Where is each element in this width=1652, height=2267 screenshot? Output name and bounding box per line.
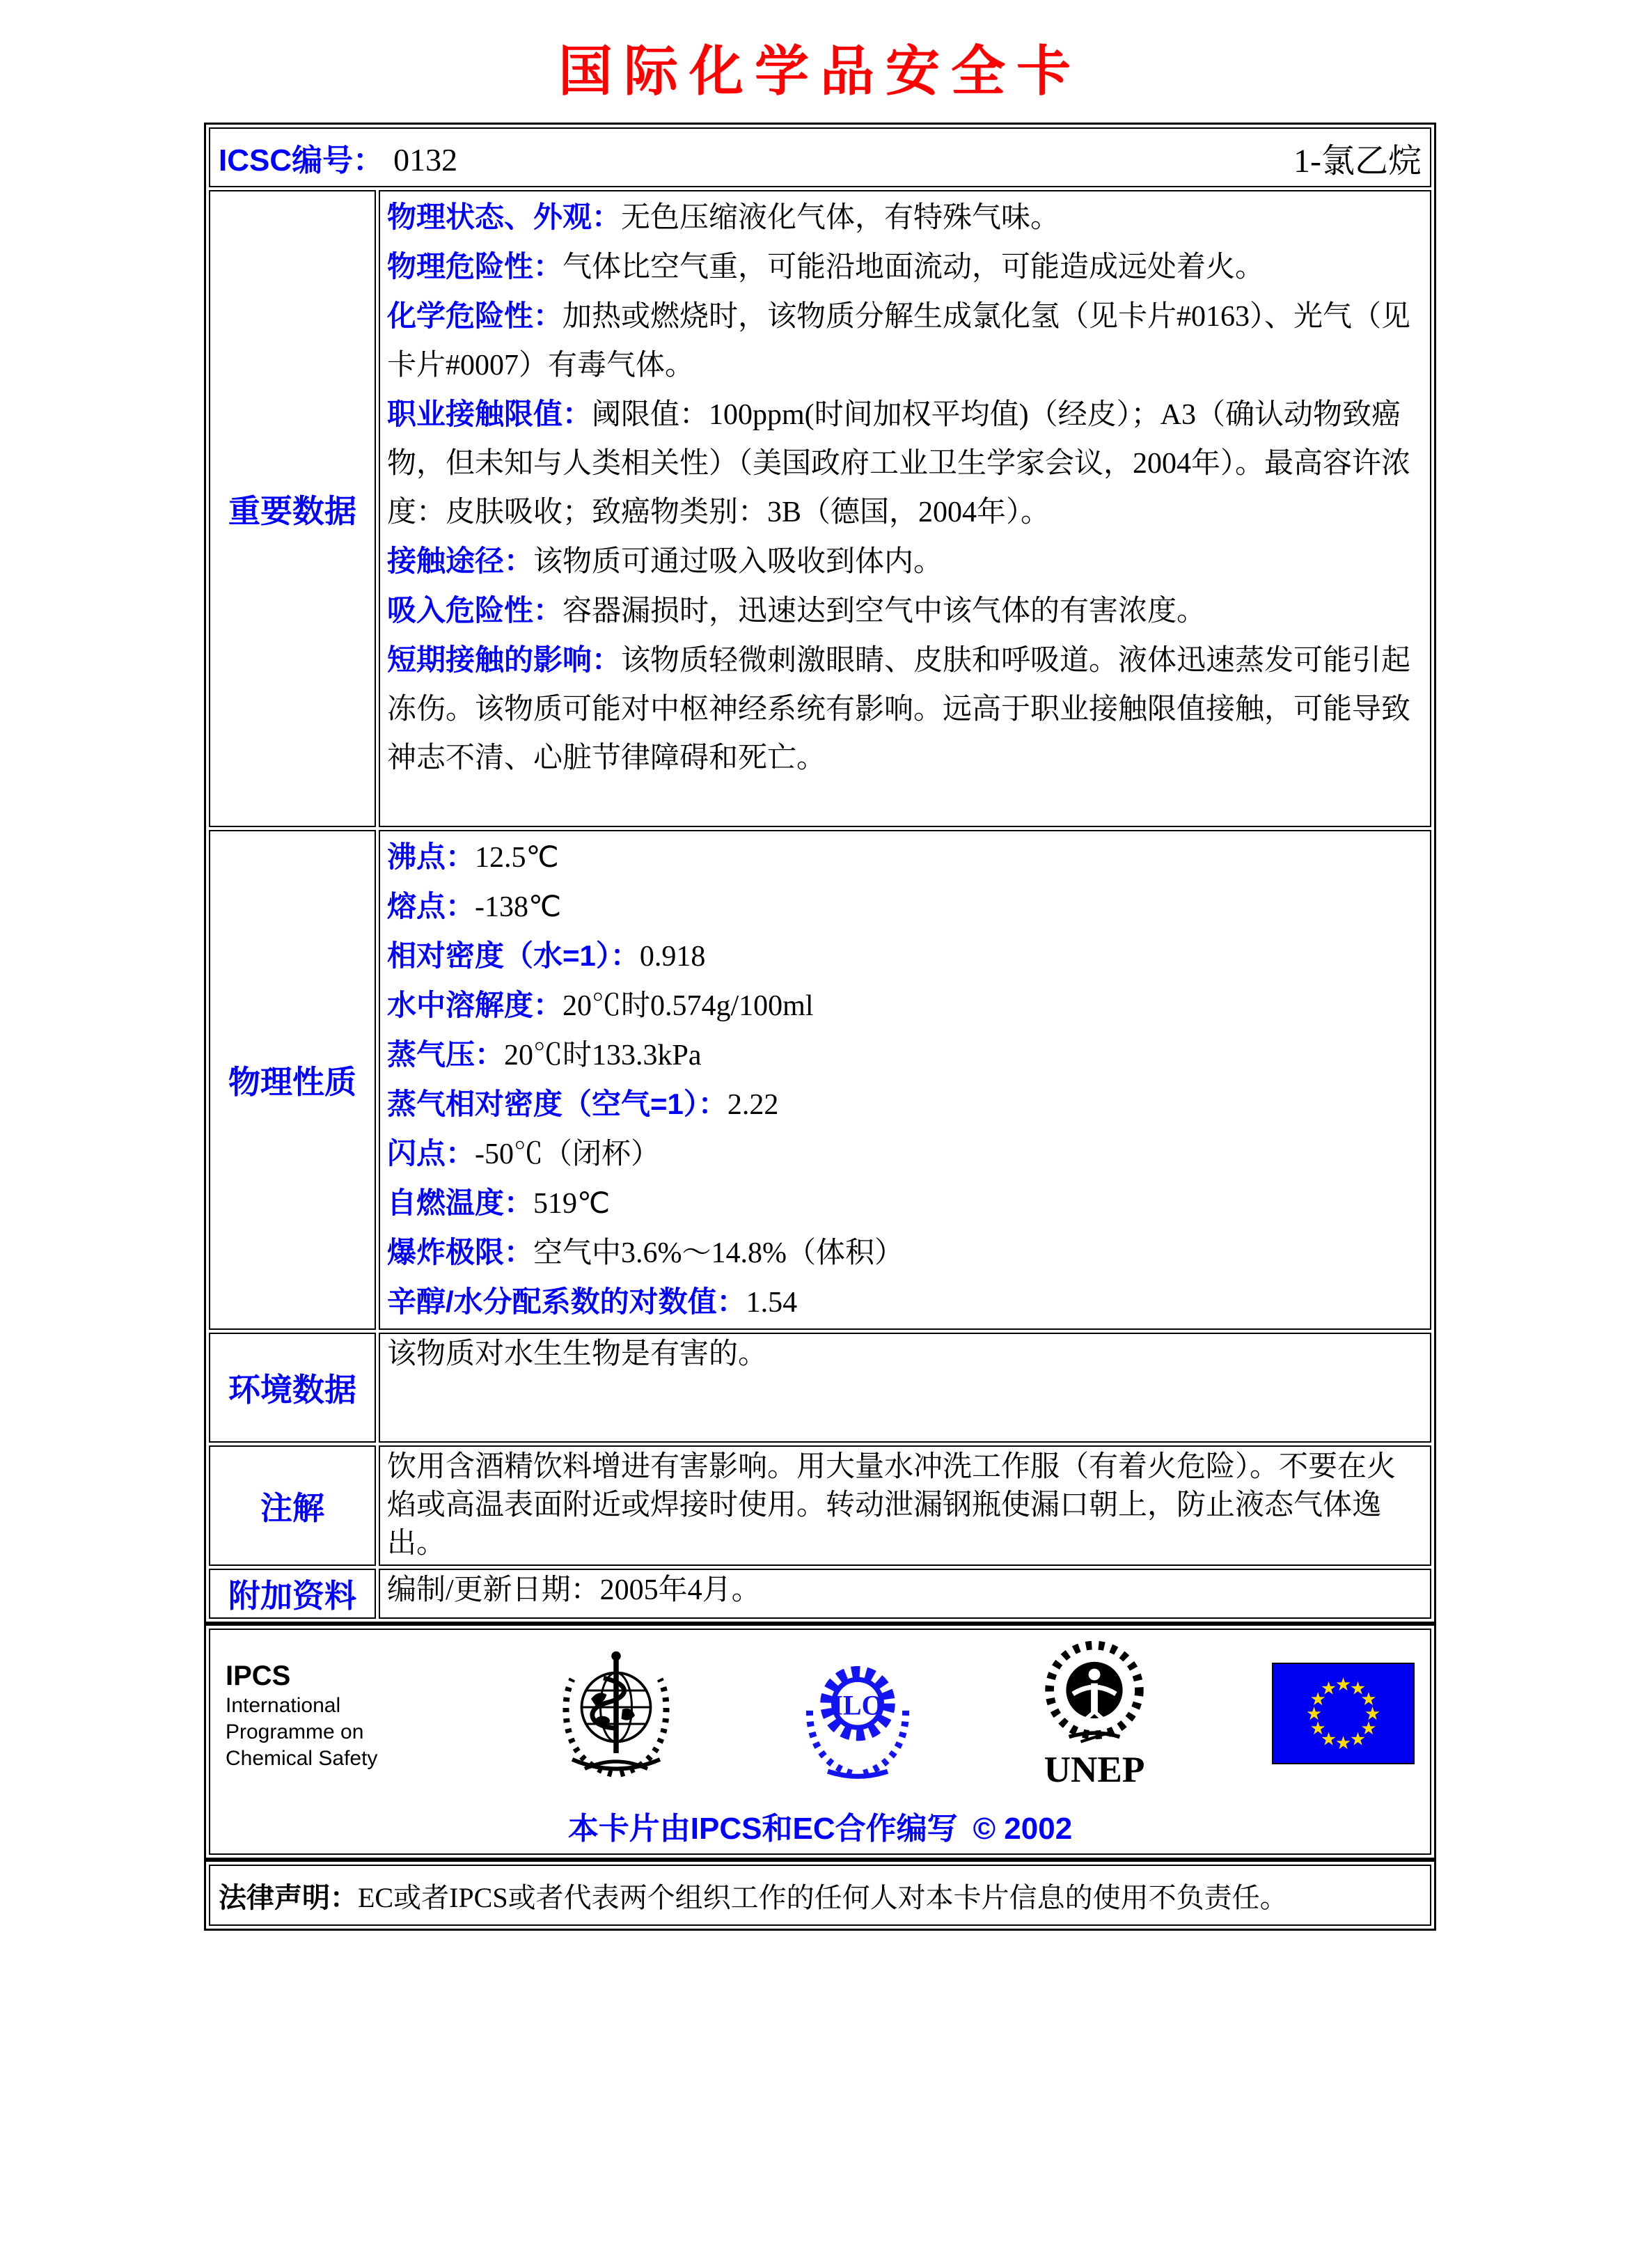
unep-logo-icon: [1036, 1635, 1153, 1795]
field-value: -50℃（闭杯）: [475, 1138, 661, 1170]
section-content-notes: [379, 1445, 1431, 1566]
section-content-environmental-data: [379, 1333, 1431, 1443]
field-label: 相对密度（水=1）：: [387, 939, 640, 972]
svg-text:★: ★: [1309, 1689, 1326, 1709]
svg-text:★: ★: [1360, 1718, 1377, 1739]
chemical-name: 1-氯乙烷: [1293, 142, 1422, 180]
icsc-number-label: ICSC编号：: [219, 143, 384, 178]
field-label: 熔点：: [387, 890, 475, 923]
field-label: 爆炸极限：: [387, 1236, 534, 1269]
page-title: 国际化学品安全卡: [558, 41, 1082, 102]
section-row-additional-info: [209, 1569, 1431, 1619]
eu-flag-icon: [1272, 1663, 1415, 1768]
icsc-card-table: [204, 123, 1436, 1624]
row-label-physical-properties: 物理性质: [209, 830, 376, 1330]
field-autoignition-temperature: [387, 1179, 1423, 1228]
field-physical-state: [387, 193, 1423, 242]
field-label: 辛醇/水分配系数的对数值：: [387, 1285, 746, 1318]
ilo-caption: ILO: [831, 1689, 883, 1721]
field-label: 短期接触的影响：: [387, 643, 622, 676]
field-chemical-hazard: [387, 292, 1423, 390]
field-label: 化学危险性：: [387, 299, 563, 332]
svg-text:★: ★: [1349, 1678, 1367, 1699]
field-value: 阈限值：100ppm(时间加权平均值)（经皮）；A3（确认动物致癌物，但未知与人类相关性）（美国政府工业卫生学家会议，2004年）。最高容许浓度：皮肤吸收；致癌物类别：3B（德国，2004年）。: [387, 399, 1411, 528]
field-inhalation-risk: [387, 586, 1423, 636]
section-row-important-data: [209, 190, 1431, 827]
field-value: 0.918: [639, 941, 706, 973]
ilo-logo-icon: [798, 1645, 918, 1785]
field-short-term-effects: [387, 636, 1423, 783]
field-notes-text: 饮用含酒精饮料增进有害影响。用大量水冲洗工作服（有着火危险）。不要在火焰或高温表面附近或焊接时使用。转动泄漏钢瓶使漏口朝上，防止液态气体逸出。: [387, 1451, 1397, 1560]
svg-text:★: ★: [1349, 1729, 1367, 1750]
svg-text:★: ★: [1320, 1729, 1337, 1750]
field-label: 水中溶解度：: [387, 989, 563, 1021]
section-content-important-data: [379, 190, 1431, 827]
credit-text: 本卡片由IPCS和EC合作编写: [567, 1812, 958, 1846]
field-melting-point: [387, 882, 1423, 932]
svg-text:★: ★: [1335, 1674, 1352, 1695]
svg-text:★: ★: [1360, 1689, 1377, 1709]
legal-label: 法律声明：: [219, 1882, 358, 1913]
legal-cell: [209, 1865, 1431, 1926]
section-content-physical-properties: [379, 830, 1431, 1330]
field-label: 自燃温度：: [387, 1186, 534, 1219]
field-value: 该物质可通过吸入吸收到体内。: [533, 546, 943, 578]
field-value: 519℃: [533, 1188, 611, 1220]
field-additional-info-text: 编制/更新日期：2005年4月。: [387, 1574, 761, 1606]
field-label: 物理危险性：: [387, 250, 563, 283]
field-label: 蒸气压：: [387, 1038, 505, 1071]
section-row-notes: [209, 1445, 1431, 1566]
logos-row: [209, 1629, 1431, 1855]
section-row-environmental-data: [209, 1333, 1431, 1443]
icsc-number-value: 0132: [393, 142, 458, 178]
ipcs-line: International: [226, 1693, 341, 1717]
field-relative-density: [387, 932, 1423, 981]
field-value: 空气中3.6%～14.8%（体积）: [533, 1237, 904, 1269]
ipcs-line: Programme on: [226, 1720, 364, 1743]
field-value: 无色压缩液化气体，有特殊气味。: [621, 202, 1060, 234]
field-octanol-water-partition: [387, 1278, 1423, 1327]
section-content-additional-info: [379, 1569, 1431, 1619]
who-logo-icon: [553, 1645, 679, 1786]
field-label: 闪点：: [387, 1137, 475, 1170]
field-value: 气体比空气重，可能沿地面流动，可能造成远处着火。: [563, 251, 1265, 283]
field-vapour-pressure: [387, 1030, 1423, 1080]
credit-line: [221, 1803, 1419, 1848]
field-value: 20℃时0.574g/100ml: [563, 990, 814, 1022]
field-environmental-text: 该物质对水生生物是有害的。: [387, 1338, 768, 1370]
svg-text:★: ★: [1335, 1733, 1352, 1753]
field-water-solubility: [387, 981, 1423, 1030]
header-row: [209, 127, 1431, 187]
field-value: -138℃: [475, 891, 562, 923]
ipcs-acronym: IPCS: [226, 1660, 291, 1691]
field-value: 加热或燃烧时，该物质分解生成氯化氢（见卡片#0163）、光气（见卡片#0007）有毒气体。: [387, 301, 1411, 382]
field-physical-hazard: [387, 242, 1423, 292]
field-label: 接触途径：: [387, 544, 534, 577]
field-occupational-exposure-limits: [387, 390, 1423, 537]
svg-text:★: ★: [1305, 1704, 1323, 1724]
field-label: 职业接触限值：: [387, 398, 592, 430]
field-explosive-limits: [387, 1228, 1423, 1278]
field-vapour-relative-density: [387, 1080, 1423, 1129]
field-label: 物理状态、外观：: [387, 201, 622, 233]
field-flash-point: [387, 1129, 1423, 1179]
field-exposure-routes: [387, 537, 1423, 586]
field-label: 沸点：: [387, 840, 475, 873]
legal-table: [204, 1860, 1436, 1931]
field-boiling-point: [387, 833, 1423, 882]
field-value: 容器漏损时，迅速达到空气中该气体的有害浓度。: [563, 595, 1206, 627]
field-value: 20℃时133.3kPa: [504, 1040, 702, 1072]
field-value: 该物质轻微刺激眼睛、皮肤和呼吸道。液体迅速蒸发可能引起冻伤。该物质可能对中枢神经系统有影响。远高于职业接触限值接触，可能导致神志不清、心脏节律障碍和死亡。: [387, 645, 1411, 774]
field-label: 吸入危险性：: [387, 594, 563, 627]
field-value: 1.54: [746, 1287, 798, 1319]
row-label-environmental-data: 环境数据: [209, 1333, 376, 1443]
row-label-notes: 注解: [209, 1445, 376, 1566]
field-label: 蒸气相对密度（空气=1）：: [387, 1088, 727, 1120]
logos-table: [204, 1624, 1436, 1860]
section-row-physical-properties: [209, 830, 1431, 1330]
ipcs-block: [226, 1659, 434, 1772]
ipcs-line: Chemical Safety: [226, 1746, 378, 1770]
logos-cell: [209, 1629, 1431, 1855]
header-cell: [209, 127, 1431, 187]
svg-text:★: ★: [1320, 1678, 1337, 1699]
svg-text:★: ★: [1309, 1718, 1326, 1739]
field-value: 12.5℃: [475, 842, 559, 874]
legal-text: EC或者IPCS或者代表两个组织工作的任何人对本卡片信息的使用不负责任。: [358, 1881, 1288, 1913]
field-value: 2.22: [727, 1089, 779, 1121]
unep-caption: UNEP: [1044, 1749, 1145, 1790]
document-page: [204, 28, 1436, 1931]
row-label-additional-info: 附加资料: [209, 1569, 376, 1619]
row-label-important-data: 重要数据: [209, 190, 376, 827]
legal-row: [209, 1865, 1431, 1926]
copyright-text: © 2002: [973, 1812, 1073, 1846]
svg-text:★: ★: [1364, 1704, 1381, 1724]
